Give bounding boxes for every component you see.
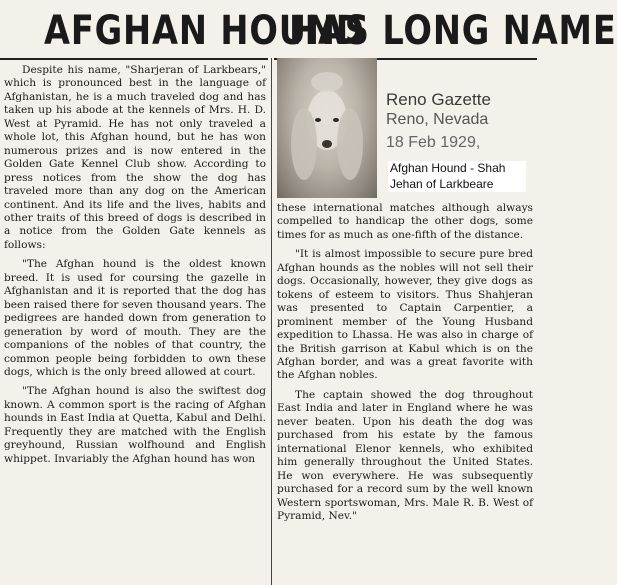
- afghan-hound-portrait: [277, 58, 377, 198]
- headline-left: AFGHAN HOUND: [44, 8, 365, 54]
- clipping-description: Afghan Hound - Shah Jehan of Larkbeare: [388, 161, 526, 192]
- article-paragraph: "The Afghan hound is the oldest known breed. It is used for coursing the gazelle in Afghanistan and it is reported that the dog has been raised there for seven thousand years. The pedigrees are handed down from generation to generation by word of mouth. They are the companions of the nobles of that country, the common people being forbidden to own these dogs, which is the only breed allowed at court.: [4, 258, 266, 378]
- article-paragraph: "It is almost impossible to secure pure bred Afghan hounds as the nobles will not sell their dogs. Occasionally, however, they give dogs as tokens of esteem to visitors. Thus Shahjeran was presented to Captain Carpentier, a prominent member of the Young Husband expedition to Lhassa. He was also in charge of the British garrison at Kabul which is on the Afghan border, and was a great favorite with the Afghan nobles.: [277, 248, 533, 382]
- headline-rule-left: [0, 58, 268, 60]
- article-paragraph: The captain showed the dog throughout East India and later in England where he was never beaten. Upon his death the dog was purchased from his estate by the famous international Elenor kennels, who exhibited him generally throughout the United States. He won everywhere. He was subsequently purchased for a record sum by the well known Western sportswoman, Mrs. Male R. B. West of Pyramid, Nev.": [277, 388, 533, 522]
- column-divider: [271, 58, 272, 585]
- article-paragraph: these international matches although always compelled to handicap the other dogs, some times for as much as one-fifth of the distance.: [277, 202, 533, 241]
- afghan-hound-photo: [277, 58, 377, 198]
- article-right-column: [277, 202, 533, 523]
- headline-right: HAS LONG NAME: [289, 8, 617, 54]
- clipping-place: Reno, Nevada: [386, 111, 489, 128]
- clipping-date: 18 Feb 1929,: [386, 134, 481, 151]
- article-paragraph: Despite his name, "Sharjeran of Larkbears," which is pronounced best in the language of Afghanistan, he is a much traveled dog and has taken up his abode at the kennels of Mrs. H. D. West at Pyramid. He has not only traveled a whole lot, this Afghan hound, but he has won numerous prizes and is now entered in the Golden Gate Kennel Club show. According to press notices from the show the dog has traveled more than any dog on the American continent. And its life and the lives, habits and other traits of this breed of dogs is described in a notice from the Golden Gate kennels as follows:: [4, 64, 266, 251]
- article-left-column: [4, 64, 266, 466]
- article-paragraph: "The Afghan hound is also the swiftest dog known. A common sport is the racing of Afghan hounds in East India at Quetta, Kabul and Delhi. Frequently they are matched with the English greyhound, Russian wolfhound and English whippet. Invariably the Afghan hound has won: [4, 385, 266, 465]
- clipping-paper-name: Reno Gazette: [386, 90, 491, 109]
